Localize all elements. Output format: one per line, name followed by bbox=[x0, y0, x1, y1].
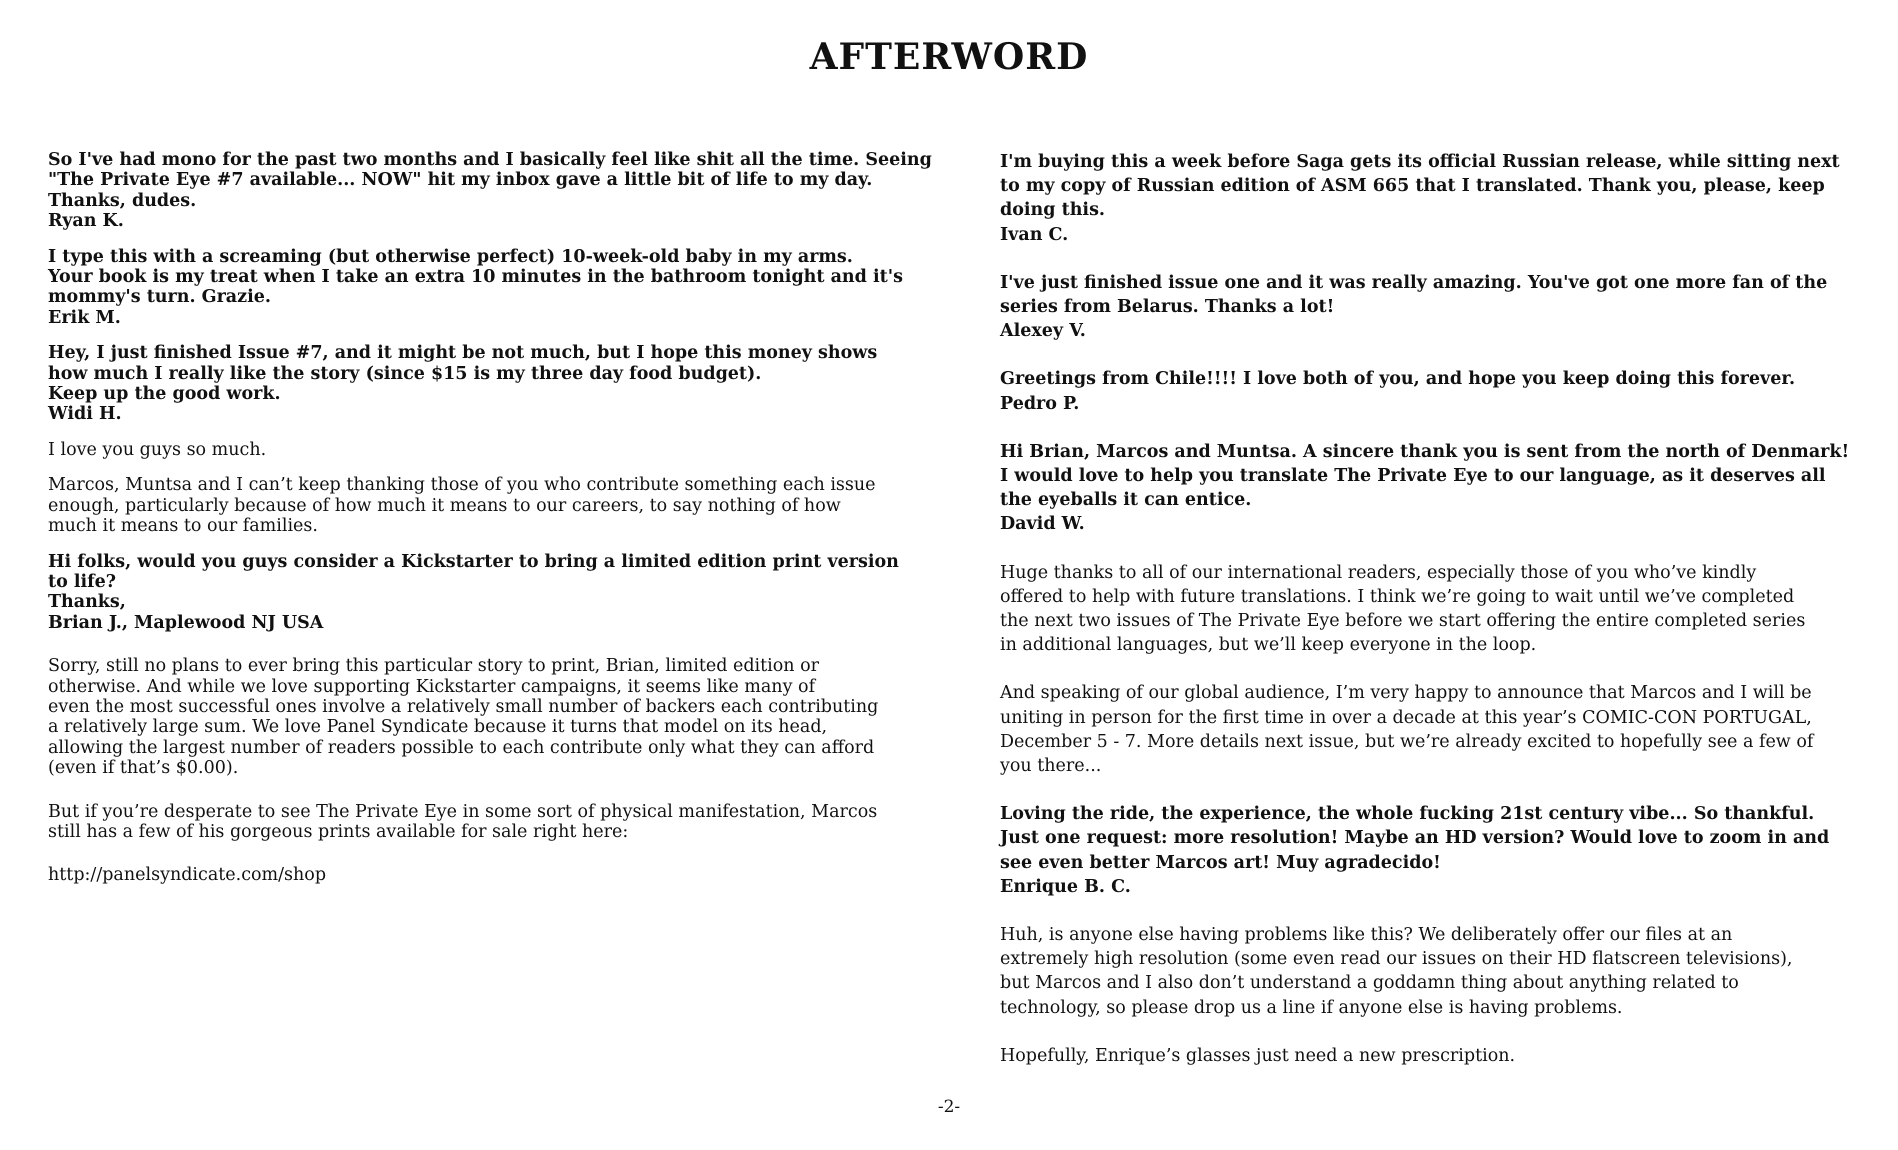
left-paragraph bbox=[48, 247, 943, 329]
left-paragraph bbox=[48, 656, 943, 778]
left-paragraph bbox=[48, 865, 943, 885]
left-paragraph bbox=[48, 802, 943, 843]
text-line: Marcos, Muntsa and I can’t keep thanking those of you who contribute something each issue bbox=[48, 475, 876, 496]
text-line: So I've had mono for the past two months and I basically feel like shit all the time. Seeing bbox=[48, 150, 932, 170]
text-line: even the most successful ones involve a relatively small number of backers each contributing bbox=[48, 696, 879, 717]
text-line: I'm buying this a week before Saga gets its official Russian release, while sitting next bbox=[1000, 152, 1840, 172]
text-line: Sorry, still no plans to ever bring this particular story to print, Brian, limited edition or bbox=[48, 656, 820, 677]
text-line: uniting in person for the first time in over a decade at this year’s COMIC-CON PORTUGAL, bbox=[1000, 707, 1812, 728]
text-line: I love you guys so much. bbox=[48, 439, 267, 460]
text-line: enough, particularly because of how much it means to our careers, to say nothing of how bbox=[48, 495, 841, 516]
left-paragraph bbox=[48, 475, 943, 536]
text-line: Alexey V. bbox=[1000, 321, 1086, 342]
text-line: Thanks, bbox=[48, 592, 126, 613]
text-line: much it means to our families. bbox=[48, 516, 318, 537]
text-line: But if you’re desperate to see The Private Eye in some sort of physical manifestation, Marcos bbox=[48, 801, 878, 822]
page-title: AFTERWORD bbox=[809, 36, 1089, 78]
right-paragraph bbox=[1000, 1044, 1872, 1068]
text-line: offered to help with future translations. I think we’re going to wait until we’ve completed bbox=[1000, 586, 1795, 607]
text-line: series from Belarus. Thanks a lot! bbox=[1000, 297, 1335, 318]
text-line: I would love to help you translate The Private Eye to our language, as it deserves all bbox=[1000, 466, 1826, 487]
text-line: the next two issues of The Private Eye before we start offering the entire completed series bbox=[1000, 611, 1806, 632]
text-line: Thanks, dudes. bbox=[48, 190, 197, 211]
left-paragraph bbox=[48, 552, 943, 634]
text-line: Just one request: more resolution! Maybe an HD version? Would love to zoom in and bbox=[1000, 828, 1830, 849]
text-line: Widi H. bbox=[48, 404, 122, 425]
text-line: I've just finished issue one and it was really amazing. You've got one more fan of the bbox=[1000, 272, 1828, 293]
text-line: December 5 - 7. More details next issue, but we’re already excited to hopefully see a few of bbox=[1000, 731, 1814, 752]
left-paragraph bbox=[48, 440, 943, 460]
left-paragraph bbox=[48, 150, 943, 232]
text-line: mommy's turn. Grazie. bbox=[48, 287, 271, 308]
text-line: Huh, is anyone else having problems like this? We deliberately offer our files at an bbox=[1000, 925, 1733, 946]
text-line: extremely high resolution (some even read our issues on their HD flatscreen televisions), bbox=[1000, 949, 1793, 970]
left-paragraph bbox=[48, 343, 943, 425]
right-paragraph bbox=[1000, 802, 1872, 899]
text-line: otherwise. And while we love supporting Kickstarter campaigns, it seems like many of bbox=[48, 676, 816, 697]
text-line: Hi Brian, Marcos and Muntsa. A sincere thank you is sent from the north of Denmark! bbox=[1000, 441, 1850, 462]
text-line: Ivan C. bbox=[1000, 224, 1069, 245]
text-line: "The Private Eye #7 available... NOW" hit my inbox gave a little bit of life to my day. bbox=[48, 170, 873, 191]
right-paragraph bbox=[1000, 681, 1872, 778]
text-line: in additional languages, but we’ll keep everyone in the loop. bbox=[1000, 635, 1537, 656]
right-paragraph bbox=[1000, 440, 1872, 537]
right-paragraph bbox=[1000, 561, 1872, 658]
text-line: And speaking of our global audience, I’m very happy to announce that Marcos and I will be bbox=[1000, 683, 1812, 704]
text-line: a relatively large sum. We love Panel Syndicate because it turns that model on its head, bbox=[48, 717, 828, 738]
text-line: Pedro P. bbox=[1000, 393, 1080, 414]
text-line: see even better Marcos art! Muy agradecido! bbox=[1000, 852, 1441, 873]
text-line: technology, so please drop us a line if anyone else is having problems. bbox=[1000, 997, 1623, 1018]
text-line: David W. bbox=[1000, 514, 1085, 535]
text-line: allowing the largest number of readers possible to each contribute only what they can afford bbox=[48, 737, 875, 758]
left-column bbox=[48, 150, 943, 886]
text-line: http://panelsyndicate.com/shop bbox=[48, 865, 327, 886]
right-paragraph bbox=[1000, 271, 1872, 344]
text-line: Huge thanks to all of our international readers, especially those of you who’ve kindly bbox=[1000, 562, 1757, 583]
text-line: (even if that’s $0.00). bbox=[48, 758, 239, 779]
text-line: Hopefully, Enrique’s glasses just need a new prescription. bbox=[1000, 1045, 1516, 1066]
text-line: you there... bbox=[1000, 756, 1102, 777]
text-line: Keep up the good work. bbox=[48, 384, 281, 405]
text-line: Hey, I just finished Issue #7, and it might be not much, but I hope this money shows bbox=[48, 343, 878, 364]
text-line: but Marcos and I also don’t understand a goddamn thing about anything related to bbox=[1000, 973, 1739, 994]
text-line: Greetings from Chile!!!! I love both of you, and hope you keep doing this forever. bbox=[1000, 369, 1796, 390]
text-line: Your book is my treat when I take an extra 10 minutes in the bathroom tonight and it's bbox=[48, 267, 903, 288]
text-line: to my copy of Russian edition of ASM 665 that I translated. Thank you, please, keep bbox=[1000, 176, 1825, 197]
right-paragraph bbox=[1000, 923, 1872, 1020]
text-line: Loving the ride, the experience, the whole fucking 21st century vibe... So thankful. bbox=[1000, 804, 1815, 825]
text-line: Ryan K. bbox=[48, 211, 124, 232]
text-line: Brian J., Maplewood NJ USA bbox=[48, 612, 324, 633]
text-line: Erik M. bbox=[48, 307, 121, 328]
text-line: doing this. bbox=[1000, 200, 1106, 221]
right-column bbox=[1000, 150, 1872, 1068]
page-number: -2- bbox=[937, 1097, 961, 1117]
text-line: still has a few of his gorgeous prints available for sale right here: bbox=[48, 821, 629, 842]
text-line: Hi folks, would you guys consider a Kickstarter to bring a limited edition print version bbox=[48, 551, 899, 572]
right-paragraph bbox=[1000, 150, 1872, 247]
text-line: to life? bbox=[48, 571, 117, 592]
text-line: Enrique B. C. bbox=[1000, 876, 1131, 897]
text-line: I type this with a screaming (but otherwise perfect) 10-week-old baby in my arms. bbox=[48, 246, 853, 267]
text-line: the eyeballs it can entice. bbox=[1000, 490, 1252, 511]
right-paragraph bbox=[1000, 367, 1872, 415]
text-line: how much I really like the story (since $15 is my three day food budget). bbox=[48, 363, 762, 384]
